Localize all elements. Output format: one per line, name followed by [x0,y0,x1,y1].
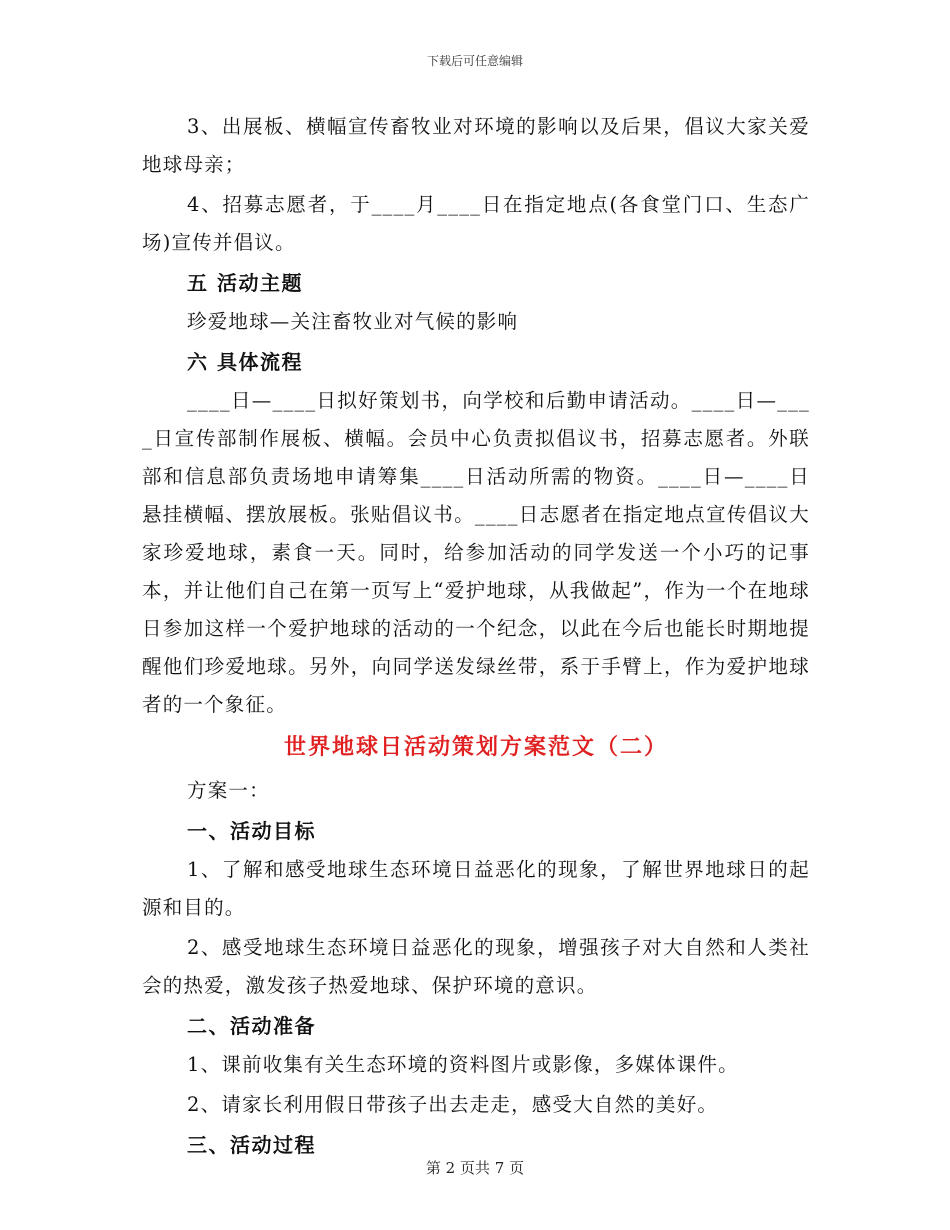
document-body [142,108,810,1165]
heading-goals: 一、活动目标 [187,819,316,843]
heading-procedure: 三、活动过程 [187,1133,316,1157]
prep-item-2: 2、请家长利用假日带孩子出去走走，感受大自然的美好。 [187,1093,719,1116]
heading-theme: 五 活动主题 [187,271,303,295]
goal-item-1: 1、了解和感受地球生态环境日益恶化的现象，了解世界地球日的起源和目的。 [142,858,810,919]
paragraph-item-4: 4、招募志愿者，于____月____日在指定地点(各食堂门口、生态广场)宣传并倡议。 [142,193,810,254]
prep-item-1: 1、课前收集有关生态环境的资料图片或影像，多媒体课件。 [187,1053,739,1076]
process-text: ____日—____日拟好策划书，向学校和后勤申请活动。____日—____日宣传部制作展板、横幅。会员中心负责拟倡议书，招募志愿者。外联部和信息部负责场地申请筹集____日活动所需的物资。____日—____日悬挂横幅、摆放展板。张贴倡议书。____日志愿者在指定地点宣传倡议大家珍爱地球，素食一天。同时，给参加活动的同学发送一个小巧的记事本，并让他们自己在第一页写上“爱护地球，从我做起”，作为一个在地球日参加这样一个爱护地球的活动的一个纪念，以此在今后也能长时期地提醒他们珍爱地球。另外，向同学送发绿丝带，系于手臂上，作为爱护地球者的一个象征。 [142,389,810,716]
page-footer: 第 2 页共 7 页 [425,1159,525,1177]
heading-preparation: 二、活动准备 [187,1014,316,1038]
page-header: 下载后可任意编辑 [426,54,523,68]
plan-label: 方案一： [187,779,270,802]
goal-item-2: 2、感受地球生态环境日益恶化的现象，增强孩子对大自然和人类社会的热爱，激发孩子热爱地球、保护环境的意识。 [142,936,810,997]
theme-text: 珍爱地球—关注畜牧业对气候的影响 [187,310,519,333]
heading-process: 六 具体流程 [187,350,303,374]
section-title: 世界地球日活动策划方案范文（二） [283,735,668,760]
paragraph-item-3: 3、出展板、横幅宣传畜牧业对环境的影响以及后果，倡议大家关爱地球母亲； [142,115,810,176]
